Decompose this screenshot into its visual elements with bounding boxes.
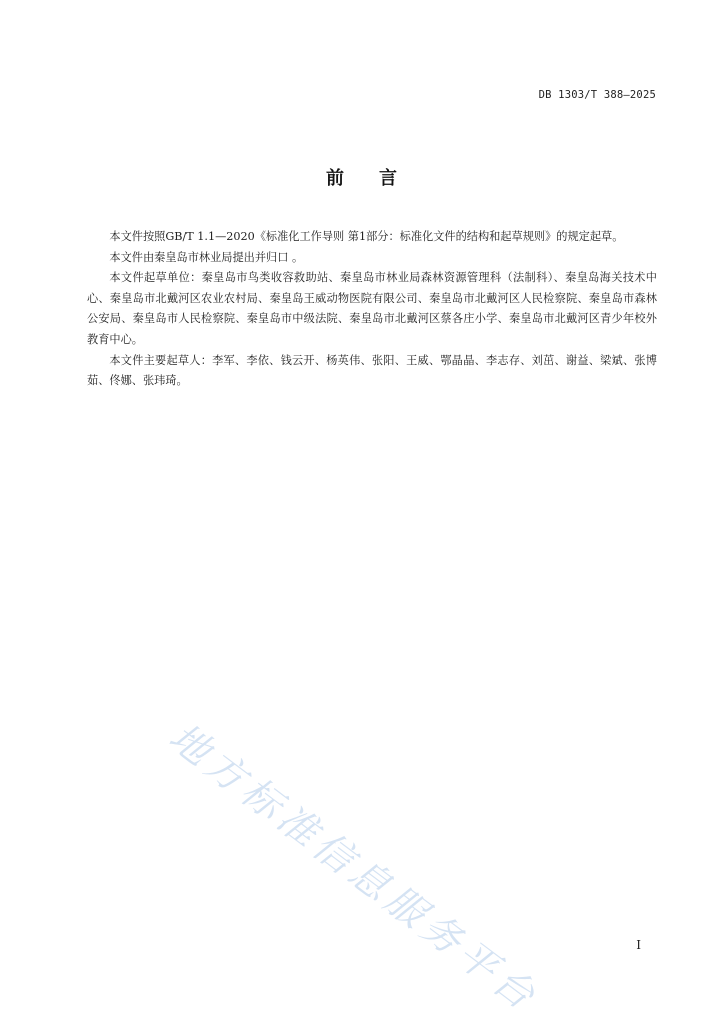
title-part-2: 言 bbox=[379, 168, 398, 189]
watermark: 地方标准信息服务平台 bbox=[160, 714, 547, 1022]
title-part-1: 前 bbox=[326, 168, 345, 189]
paragraph-drafting-basis: 本文件按照GB/T 1.1—2020《标准化工作导则 第1部分：标准化文件的结构和起草规则》的规定起草。 bbox=[109, 230, 624, 243]
paragraph-proposer: 本文件由秦皇岛市林业局提出并归口 。 bbox=[109, 250, 304, 264]
paragraph-drafters: 本文件主要起草人：李军、李依、钱云开、杨英伟、张阳、王威、鄂晶晶、李志存、刘茁、谢益、梁斌、张博茹、佟娜、张玮琦。 bbox=[87, 353, 657, 388]
page-title bbox=[0, 164, 724, 190]
paragraph-drafting-units: 本文件起草单位：秦皇岛市鸟类收容救助站、秦皇岛市林业局森林资源管理科（法制科）、秦皇岛海关技术中心、秦皇岛市北戴河区农业农村局、秦皇岛王威动物医院有限公司、秦皇岛市北戴河区人民检察院、秦皇岛市森林公安局、秦皇岛市人民检察院、秦皇岛市中级法院、秦皇岛市北戴河区蔡各庄小学、秦皇岛市北戴河区青少年校外教育中心。 bbox=[87, 271, 657, 346]
page-number: I bbox=[636, 938, 641, 952]
foreword-body bbox=[87, 227, 657, 392]
document-code: DB 1303/T 388—2025 bbox=[538, 89, 656, 101]
